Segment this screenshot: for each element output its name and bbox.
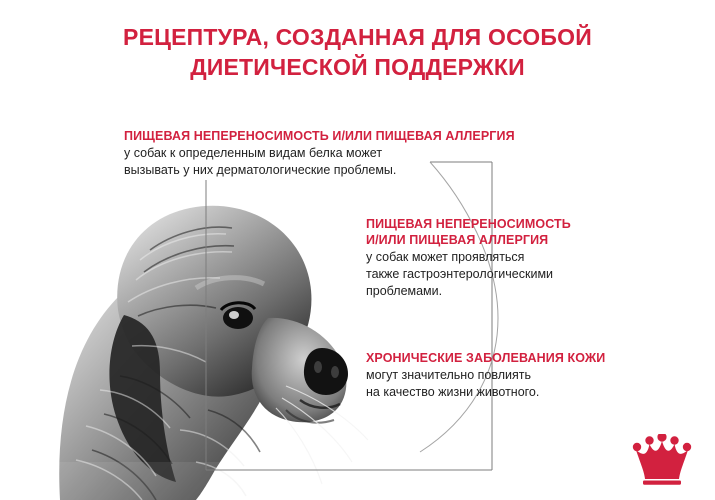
callout-3-heading: ХРОНИЧЕСКИЕ ЗАБОЛЕВАНИЯ КОЖИ bbox=[366, 351, 606, 365]
callout-1-body: у собак к определенным видам белка может вызывать у них дерматологические проблемы. bbox=[124, 146, 397, 177]
callout-2-heading: ПИЩЕВАЯ НЕПЕРЕНОСИМОСТЬ И/ИЛИ ПИЩЕВАЯ АЛЛЕРГИЯ bbox=[366, 217, 571, 247]
crown-logo-icon bbox=[631, 434, 693, 486]
callout-2-body: у собак может проявляться также гастроэнтерологическими проблемами. bbox=[366, 250, 554, 298]
callout-3-body: могут значительно повлиять на качество жизни животного. bbox=[366, 368, 540, 399]
page-title bbox=[0, 22, 715, 82]
callout-food-intolerance-gastro bbox=[366, 216, 571, 300]
page-title-line-2: ДИЕТИЧЕСКОЙ ПОДДЕРЖКИ bbox=[190, 54, 525, 80]
page-title-line-1: РЕЦЕПТУРА, СОЗДАННАЯ ДЛЯ ОСОБОЙ bbox=[123, 24, 592, 50]
callout-chronic-skin-disease bbox=[366, 350, 605, 401]
callout-1-heading: ПИЩЕВАЯ НЕПЕРЕНОСИМОСТЬ И/ИЛИ ПИЩЕВАЯ АЛЛЕРГИЯ bbox=[124, 129, 515, 143]
callout-food-intolerance-dermatological bbox=[124, 128, 515, 179]
